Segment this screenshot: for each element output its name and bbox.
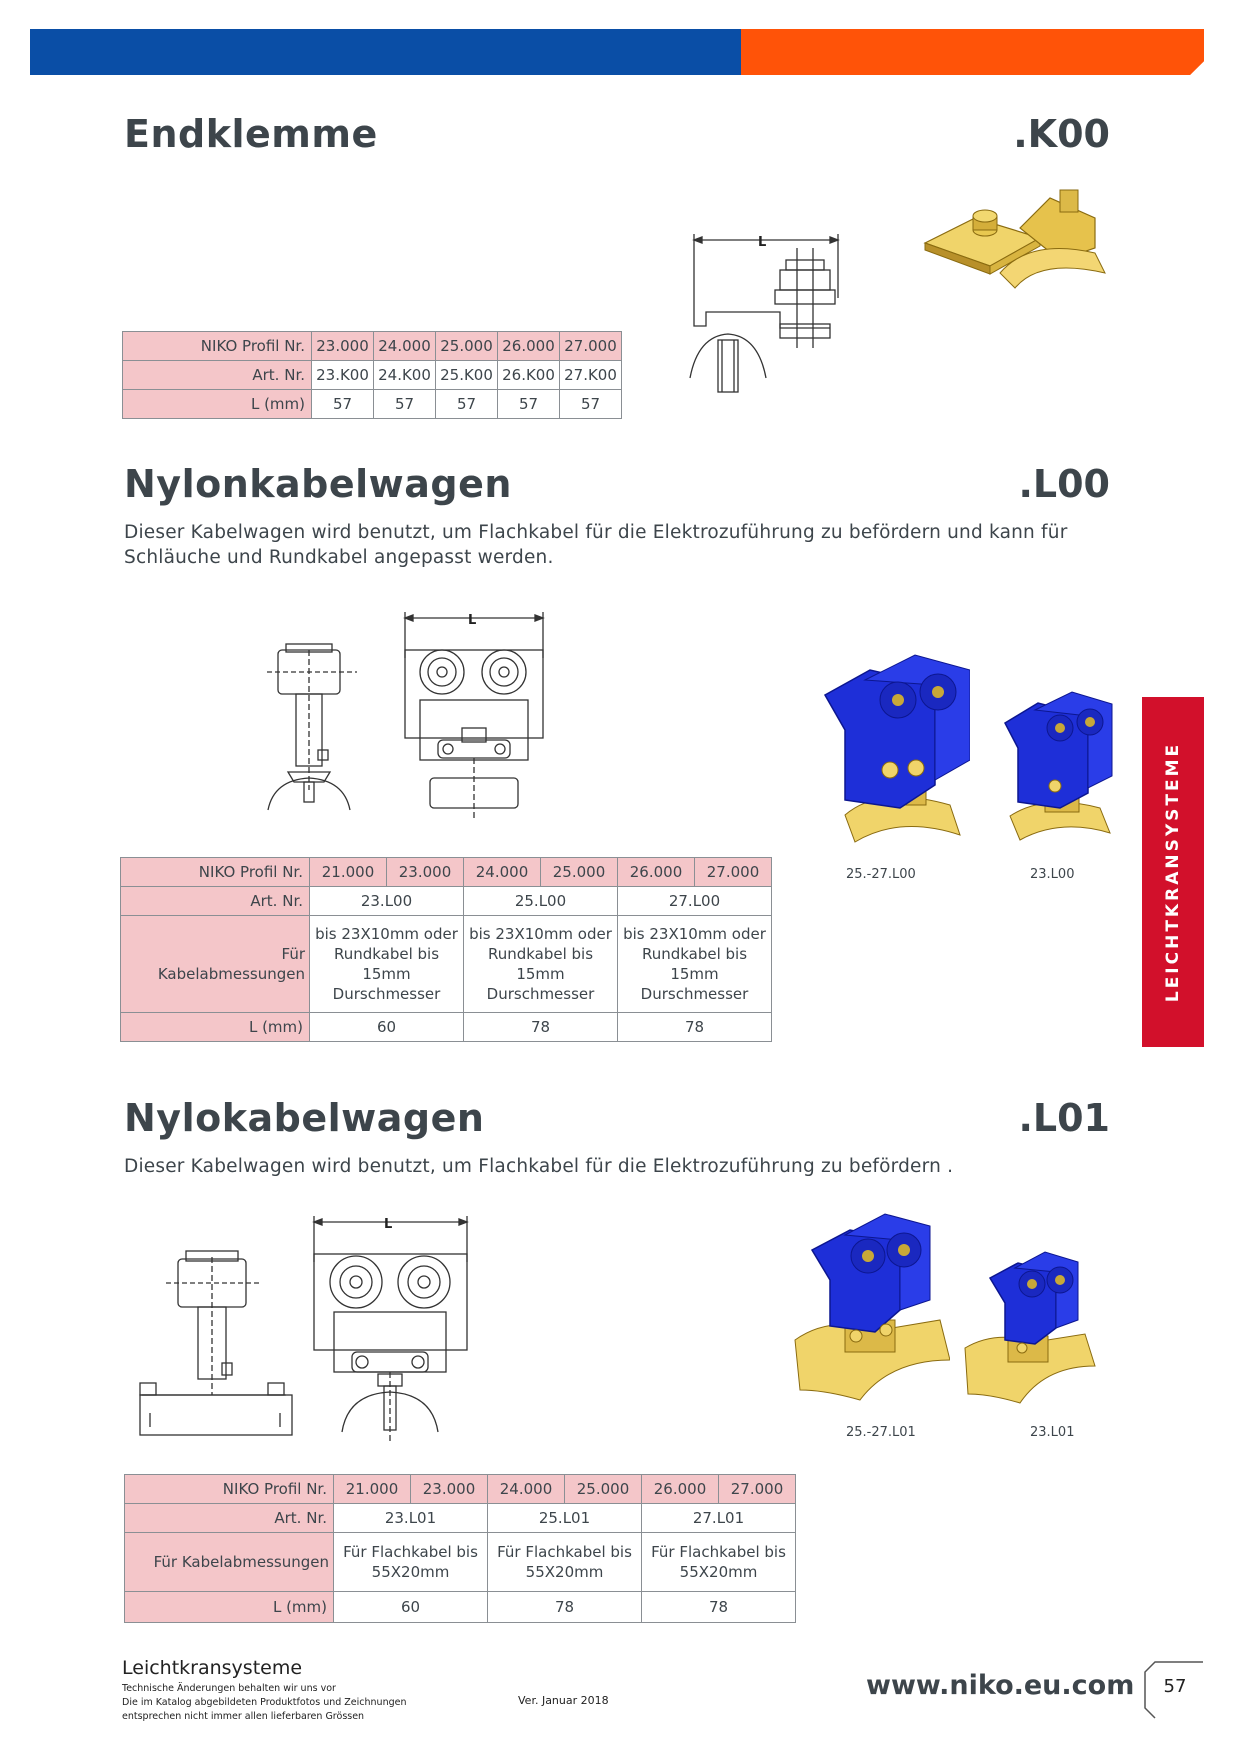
product-caption: 25.-27.L01 xyxy=(846,1425,916,1440)
table-cell: 60 xyxy=(310,1013,464,1042)
section-description-l01: Dieser Kabelwagen wird benutzt, um Flachkabel für die Elektrozuführung zu befördern . xyxy=(124,1156,954,1177)
footer-note: entsprechen nicht immer allen lieferbaren Grössen xyxy=(122,1711,365,1722)
table-row xyxy=(125,1533,796,1592)
table-cell: 23.000 xyxy=(411,1475,488,1504)
l01-spec-table xyxy=(124,1474,796,1623)
table-row xyxy=(123,390,622,419)
l00-side-view-drawing xyxy=(262,640,362,815)
table-cell: 23.L00 xyxy=(310,887,464,916)
table-row xyxy=(121,858,772,887)
table-row xyxy=(121,1013,772,1042)
cell-line: Für Flachkabel bis xyxy=(497,1543,632,1561)
table-cell: 27.000 xyxy=(695,858,772,887)
section-title-nylonkabelwagen: Nylonkabelwagen xyxy=(124,462,512,506)
label-line: Kabelabmessungen xyxy=(157,965,305,983)
table-cell: 27.000 xyxy=(719,1475,796,1504)
table-cell xyxy=(488,1533,642,1592)
category-sidebar-label: LEICHTKRANSYSTEME xyxy=(1163,741,1184,1003)
category-sidebar-label-wrap xyxy=(1142,697,1204,1047)
table-cell: 27.000 xyxy=(560,332,622,361)
header-bar-orange xyxy=(741,29,1204,75)
table-cell: 60 xyxy=(334,1592,488,1623)
table-cell: 57 xyxy=(498,390,560,419)
l01-product-image-small xyxy=(960,1248,1110,1418)
cell-line: bis 23X10mm oder xyxy=(469,925,612,943)
table-cell: 25.000 xyxy=(436,332,498,361)
table-cell: 27.L00 xyxy=(618,887,772,916)
section-code-l01: .L01 xyxy=(1018,1096,1110,1140)
l01-product-image-large xyxy=(790,1210,950,1410)
table-cell: 27.L01 xyxy=(642,1504,796,1533)
table-label: Art. Nr. xyxy=(123,361,312,390)
label-line: Für xyxy=(281,945,305,963)
table-cell: 26.K00 xyxy=(498,361,560,390)
endklemme-spec-table xyxy=(122,331,622,419)
dimension-label-l: L xyxy=(758,235,767,250)
cell-line: Durschmesser xyxy=(332,985,441,1003)
table-cell: 27.K00 xyxy=(560,361,622,390)
cell-line: 55X20mm xyxy=(371,1563,450,1581)
cell-line: bis 23X10mm oder xyxy=(315,925,458,943)
cell-line: Rundkabel bis xyxy=(641,945,748,963)
footer-note: Technische Änderungen behalten wir uns vor xyxy=(122,1683,336,1694)
l00-product-image-large xyxy=(820,650,970,850)
product-caption: 25.-27.L00 xyxy=(846,867,916,882)
table-cell: 57 xyxy=(560,390,622,419)
table-cell: 57 xyxy=(436,390,498,419)
table-cell: 78 xyxy=(642,1592,796,1623)
cell-line: Für Flachkabel bis xyxy=(343,1543,478,1561)
section-title-endklemme: Endklemme xyxy=(124,112,378,156)
table-cell: 21.000 xyxy=(310,858,387,887)
table-cell: 21.000 xyxy=(334,1475,411,1504)
cell-line: 15mm xyxy=(516,965,565,983)
cell-line: Durschmesser xyxy=(640,985,749,1003)
l00-front-view-drawing xyxy=(400,608,550,823)
dimension-label-l: L xyxy=(468,613,477,628)
table-cell: 25.L00 xyxy=(464,887,618,916)
table-row xyxy=(121,916,772,1013)
cell-line: 55X20mm xyxy=(679,1563,758,1581)
footer-title: Leichtkransysteme xyxy=(122,1657,303,1679)
section-description-l00: Dieser Kabelwagen wird benutzt, um Flachkabel für die Elektrozuführung zu befördern und kann für Schläuche und Rundkabel angepasst werden. xyxy=(124,522,1068,568)
l00-spec-table xyxy=(120,857,772,1042)
cell-line: bis 23X10mm oder xyxy=(623,925,766,943)
table-label: L (mm) xyxy=(121,1013,310,1042)
table-row xyxy=(123,332,622,361)
cell-line: Für Flachkabel bis xyxy=(651,1543,786,1561)
table-cell: 25.000 xyxy=(541,858,618,887)
table-cell: 78 xyxy=(618,1013,772,1042)
table-label: L (mm) xyxy=(123,390,312,419)
table-row xyxy=(123,361,622,390)
table-label: Für Kabelabmessungen xyxy=(125,1533,334,1592)
page-number: 57 xyxy=(1163,1676,1187,1697)
table-cell: 24.000 xyxy=(374,332,436,361)
table-row xyxy=(125,1504,796,1533)
table-row xyxy=(125,1592,796,1623)
table-cell: 23.L01 xyxy=(334,1504,488,1533)
table-cell: 25.000 xyxy=(565,1475,642,1504)
table-cell xyxy=(642,1533,796,1592)
l01-front-view-drawing xyxy=(312,1212,472,1447)
table-cell: 57 xyxy=(374,390,436,419)
table-cell: 78 xyxy=(488,1592,642,1623)
table-cell: 24.K00 xyxy=(374,361,436,390)
l01-side-view-drawing xyxy=(136,1245,296,1440)
table-cell: 78 xyxy=(464,1013,618,1042)
table-cell: 23.000 xyxy=(387,858,464,887)
table-label: L (mm) xyxy=(125,1592,334,1623)
table-cell xyxy=(310,916,464,1013)
cell-line: Durschmesser xyxy=(486,985,595,1003)
table-cell: 24.000 xyxy=(488,1475,565,1504)
table-label: Art. Nr. xyxy=(125,1504,334,1533)
header-bar-blue xyxy=(30,29,741,75)
table-cell: 23.000 xyxy=(312,332,374,361)
section-code-l00: .L00 xyxy=(1018,462,1110,506)
table-row xyxy=(125,1475,796,1504)
cell-line: Rundkabel bis xyxy=(487,945,594,963)
table-label: NIKO Profil Nr. xyxy=(123,332,312,361)
table-cell: 23.K00 xyxy=(312,361,374,390)
section-code-k00: .K00 xyxy=(1013,112,1110,156)
table-cell: 25.L01 xyxy=(488,1504,642,1533)
table-cell: 26.000 xyxy=(498,332,560,361)
table-cell xyxy=(618,916,772,1013)
l00-product-image-small xyxy=(1000,688,1120,848)
product-caption: 23.L00 xyxy=(1030,867,1075,882)
table-cell: 24.000 xyxy=(464,858,541,887)
endklemme-product-image xyxy=(920,188,1120,308)
table-cell: 26.000 xyxy=(642,1475,719,1504)
table-label: Art. Nr. xyxy=(121,887,310,916)
section-title-nylokabelwagen: Nylokabelwagen xyxy=(124,1096,485,1140)
endklemme-technical-drawing xyxy=(670,228,850,418)
footer-version: Ver. Januar 2018 xyxy=(518,1694,609,1707)
table-cell: 57 xyxy=(312,390,374,419)
footer-url[interactable]: www.niko.eu.com xyxy=(866,1670,1135,1701)
footer-notes xyxy=(122,1682,482,1724)
table-cell: 26.000 xyxy=(618,858,695,887)
footer-note: Die im Katalog abgebildeten Produktfotos und Zeichnungen xyxy=(122,1697,407,1708)
product-caption: 23.L01 xyxy=(1030,1425,1075,1440)
cell-line: 55X20mm xyxy=(525,1563,604,1581)
table-label: NIKO Profil Nr. xyxy=(121,858,310,887)
table-cell xyxy=(334,1533,488,1592)
table-label: NIKO Profil Nr. xyxy=(125,1475,334,1504)
cell-line: Rundkabel bis xyxy=(333,945,440,963)
table-row xyxy=(121,887,772,916)
cell-line: 15mm xyxy=(362,965,411,983)
table-label xyxy=(121,916,310,1013)
cell-line: 15mm xyxy=(670,965,719,983)
table-cell xyxy=(464,916,618,1013)
table-cell: 25.K00 xyxy=(436,361,498,390)
dimension-label-l: L xyxy=(384,1217,393,1232)
